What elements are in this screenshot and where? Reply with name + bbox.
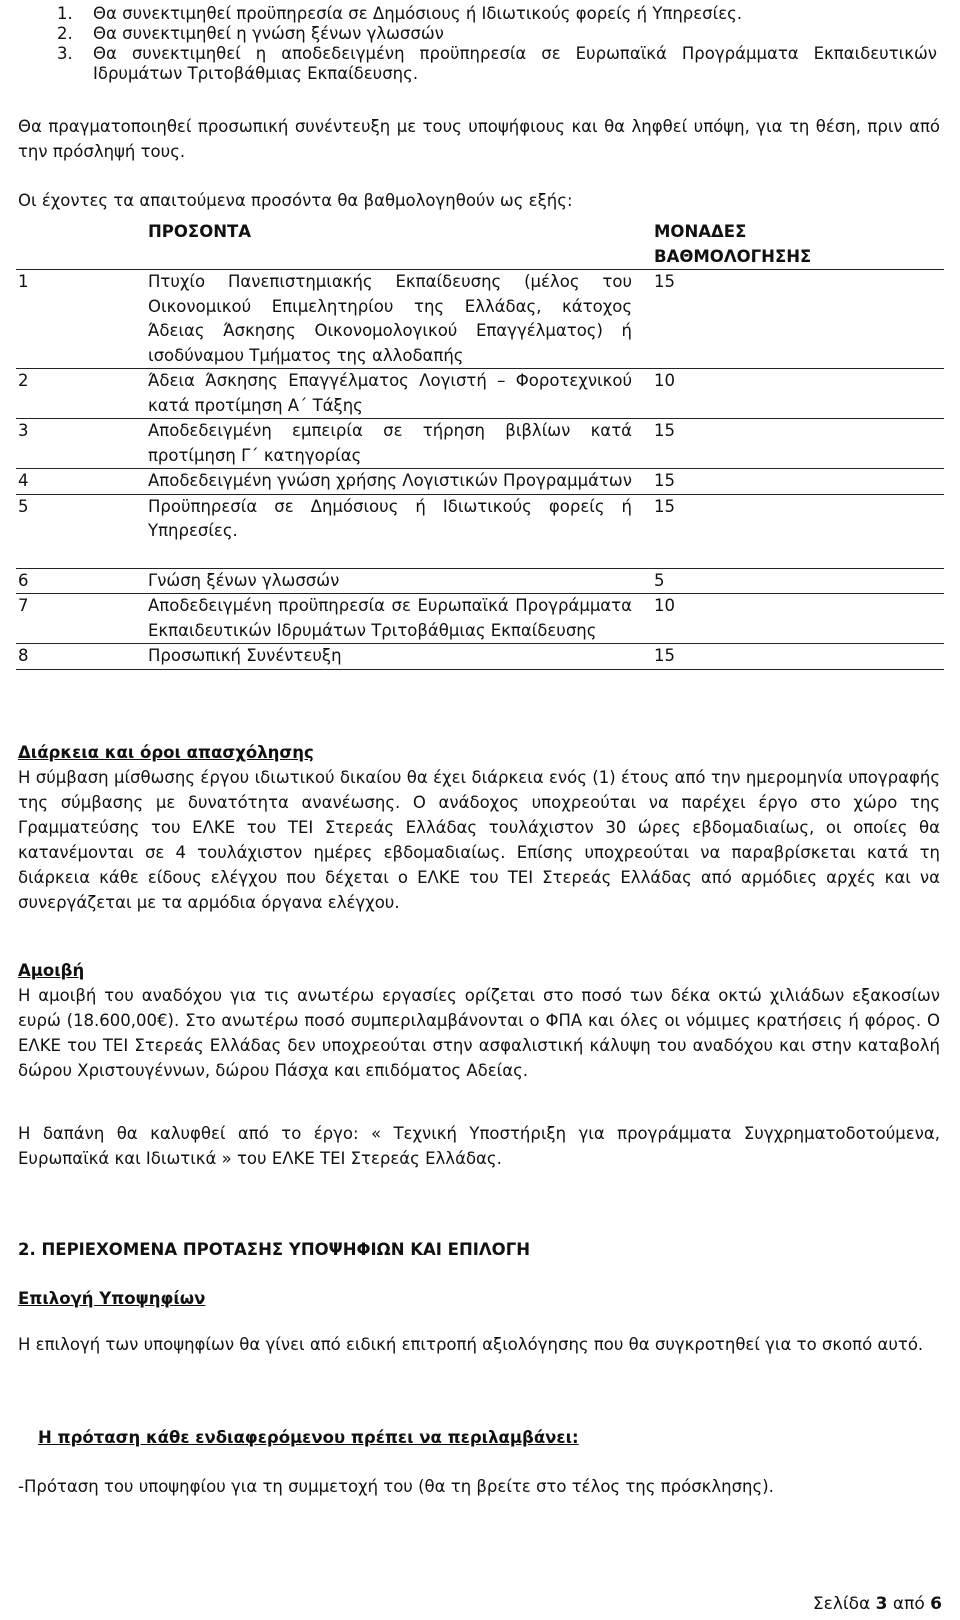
header-points: ΜΟΝΑΔΕΣ ΒΑΘΜΟΛΟΓΗΣΗΣ xyxy=(642,220,944,270)
table-row: 6 Γνώση ξένων γλωσσών 5 xyxy=(16,568,944,594)
payment-heading: Αμοιβή xyxy=(18,961,85,980)
proposal-heading: Η πρόταση κάθε ενδιαφερόμενου πρέπει να περιλαμβάνει: xyxy=(38,1428,579,1447)
list-item: 2. Θα συνεκτιμηθεί η γνώση ξένων γλωσσών xyxy=(57,24,444,43)
selection-paragraph: Η επιλογή των υποψηφίων θα γίνει από ειδική επιτροπή αξιολόγησης που θα συγκροτηθεί για το σκοπό αυτό. xyxy=(18,1335,924,1354)
table-row: 1 Πτυχίο Πανεπιστημιακής Εκπαίδευσης (μέλος του Οικονομικού Επιμελητηρίου της Ελλάδας, κάτοχος Άδειας Άσκησης Οικονομολογικού Επαγγέλματος) ή ισοδύναμου Τμήματος της αλλοδαπής 15 xyxy=(16,270,944,369)
list-item: 1. Θα συνεκτιμηθεί προϋπηρεσία σε Δημόσιους ή Ιδιωτικούς φορείς ή Υπηρεσίες. xyxy=(57,4,743,23)
funding-paragraph: Η δαπάνη θα καλυφθεί από το έργο: « Τεχνική Υποστήριξη για προγράμματα Συγχρηματοδοτούμενα, Ευρωπαϊκά και Ιδιωτικά » του ΕΛΚΕ ΤΕΙ Στερεάς Ελλάδας. xyxy=(18,1124,940,1168)
table-row: 4 Αποδεδειγμένη γνώση χρήσης Λογιστικών Προγραμμάτων 15 xyxy=(16,469,944,495)
duration-paragraph: Η σύμβαση μίσθωσης έργου ιδιωτικού δικαίου θα έχει διάρκεια ενός (1) έτους από την ημερομηνία υπογραφής της σύμβασης με δυνατότητα ανανέωσης. Ο ανάδοχος υποχρεούται να παρέχει έργο στο χώρο της Γραμματεύσης του ΕΛΚΕ του ΤΕΙ Στερεάς Ελλάδας τουλάχιστον 30 ώρες εβδομαδιαίως, οι οποίες θα κατανέμονται σε 4 τουλάχιστον ημέρες εβδομαδιαίως. Επίσης υποχρεούται να παραβρίσκεται κατά τη διάρκεια κάθε είδους ελέγχου που δέχεται ο ΕΛΚΕ του ΤΕΙ Στερεάς Ελλάδας από αρμόδιες αρχές και να συνεργάζεται με τα αρμόδια όργανα ελέγχου. xyxy=(18,768,940,912)
duration-heading: Διάρκεια και όροι απασχόλησης xyxy=(18,743,314,762)
list-item: 3. Θα συνεκτιμηθεί η αποδεδειγμένη προϋπηρεσία σε Ευρωπαϊκά Προγράμματα Εκπαιδευτικών Ιδρυμάτων Τριτοβάθμιας Εκπαίδευσης. xyxy=(57,44,937,83)
selection-heading: Επιλογή Υποψηφίων xyxy=(18,1289,206,1308)
intro-list xyxy=(57,4,937,84)
table-row: 7 Αποδεδειγμένη προϋπηρεσία σε Ευρωπαϊκά Προγράμματα Εκπαιδευτικών Ιδρυμάτων Τριτοβάθμιας Εκπαίδευσης 10 xyxy=(16,594,944,644)
table-row: 2 Άδεια Άσκησης Επαγγέλματος Λογιστή – Φοροτεχνικού κατά προτίμηση Α΄ Τάξης 10 xyxy=(16,369,944,419)
table-row: 3 Αποδεδειγμένη εμπειρία σε τήρηση βιβλίων κατά προτίμηση Γ΄ κατηγορίας 15 xyxy=(16,419,944,469)
table-row: 5 Προϋπηρεσία σε Δημόσιους ή Ιδιωτικούς φορείς ή Υπηρεσίες. 15 xyxy=(18,496,675,540)
scoring-intro: Οι έχοντες τα απαιτούμενα προσόντα θα βαθμολογηθούν ως εξής: xyxy=(18,191,573,210)
header-qualifications: ΠΡΟΣΟΝΤΑ xyxy=(146,220,642,270)
section-2-heading: 2. ΠΕΡΙΕΧΟΜΕΝΑ ΠΡΟΤΑΣΗΣ ΥΠΟΨΗΦΙΩΝ ΚΑΙ ΕΠΙΛΟΓΗ xyxy=(18,1240,531,1259)
proposal-item: -Πρόταση του υποψηφίου για τη συμμετοχή του (θα τη βρείτε στο τέλος της πρόσκλησης). xyxy=(18,1477,774,1496)
page-footer: Σελίδα 3 από 6 xyxy=(812,1594,942,1614)
payment-paragraph: Η αμοιβή του αναδόχου για τις ανωτέρω εργασίες ορίζεται στο ποσό των δέκα οκτώ χιλιάδων εξακοσίων ευρώ (18.600,00€). Στο ανωτέρω ποσό συμπεριλαμβάνονται ο ΦΠΑ και όλες οι νόμιμες κρατήσεις ή φόρος. Ο ΕΛΚΕ του ΤΕΙ Στερεάς Ελλάδας δεν υποχρεούται στην ασφαλιστική κάλυψη του αναδόχου και στην καταβολή δώρου Χριστουγέννων, δώρου Πάσχα και επιδόματος Αδείας. xyxy=(18,986,940,1080)
table-row: 8 Προσωπική Συνέντευξη 15 xyxy=(16,644,944,670)
scoring-table xyxy=(16,220,944,670)
table-header-row xyxy=(16,220,944,270)
interview-paragraph: Θα πραγματοποιηθεί προσωπική συνέντευξη με τους υποψήφιους και θα ληφθεί υπόψη, για τη θέση, πριν από την πρόσληψή τους. xyxy=(18,117,940,161)
